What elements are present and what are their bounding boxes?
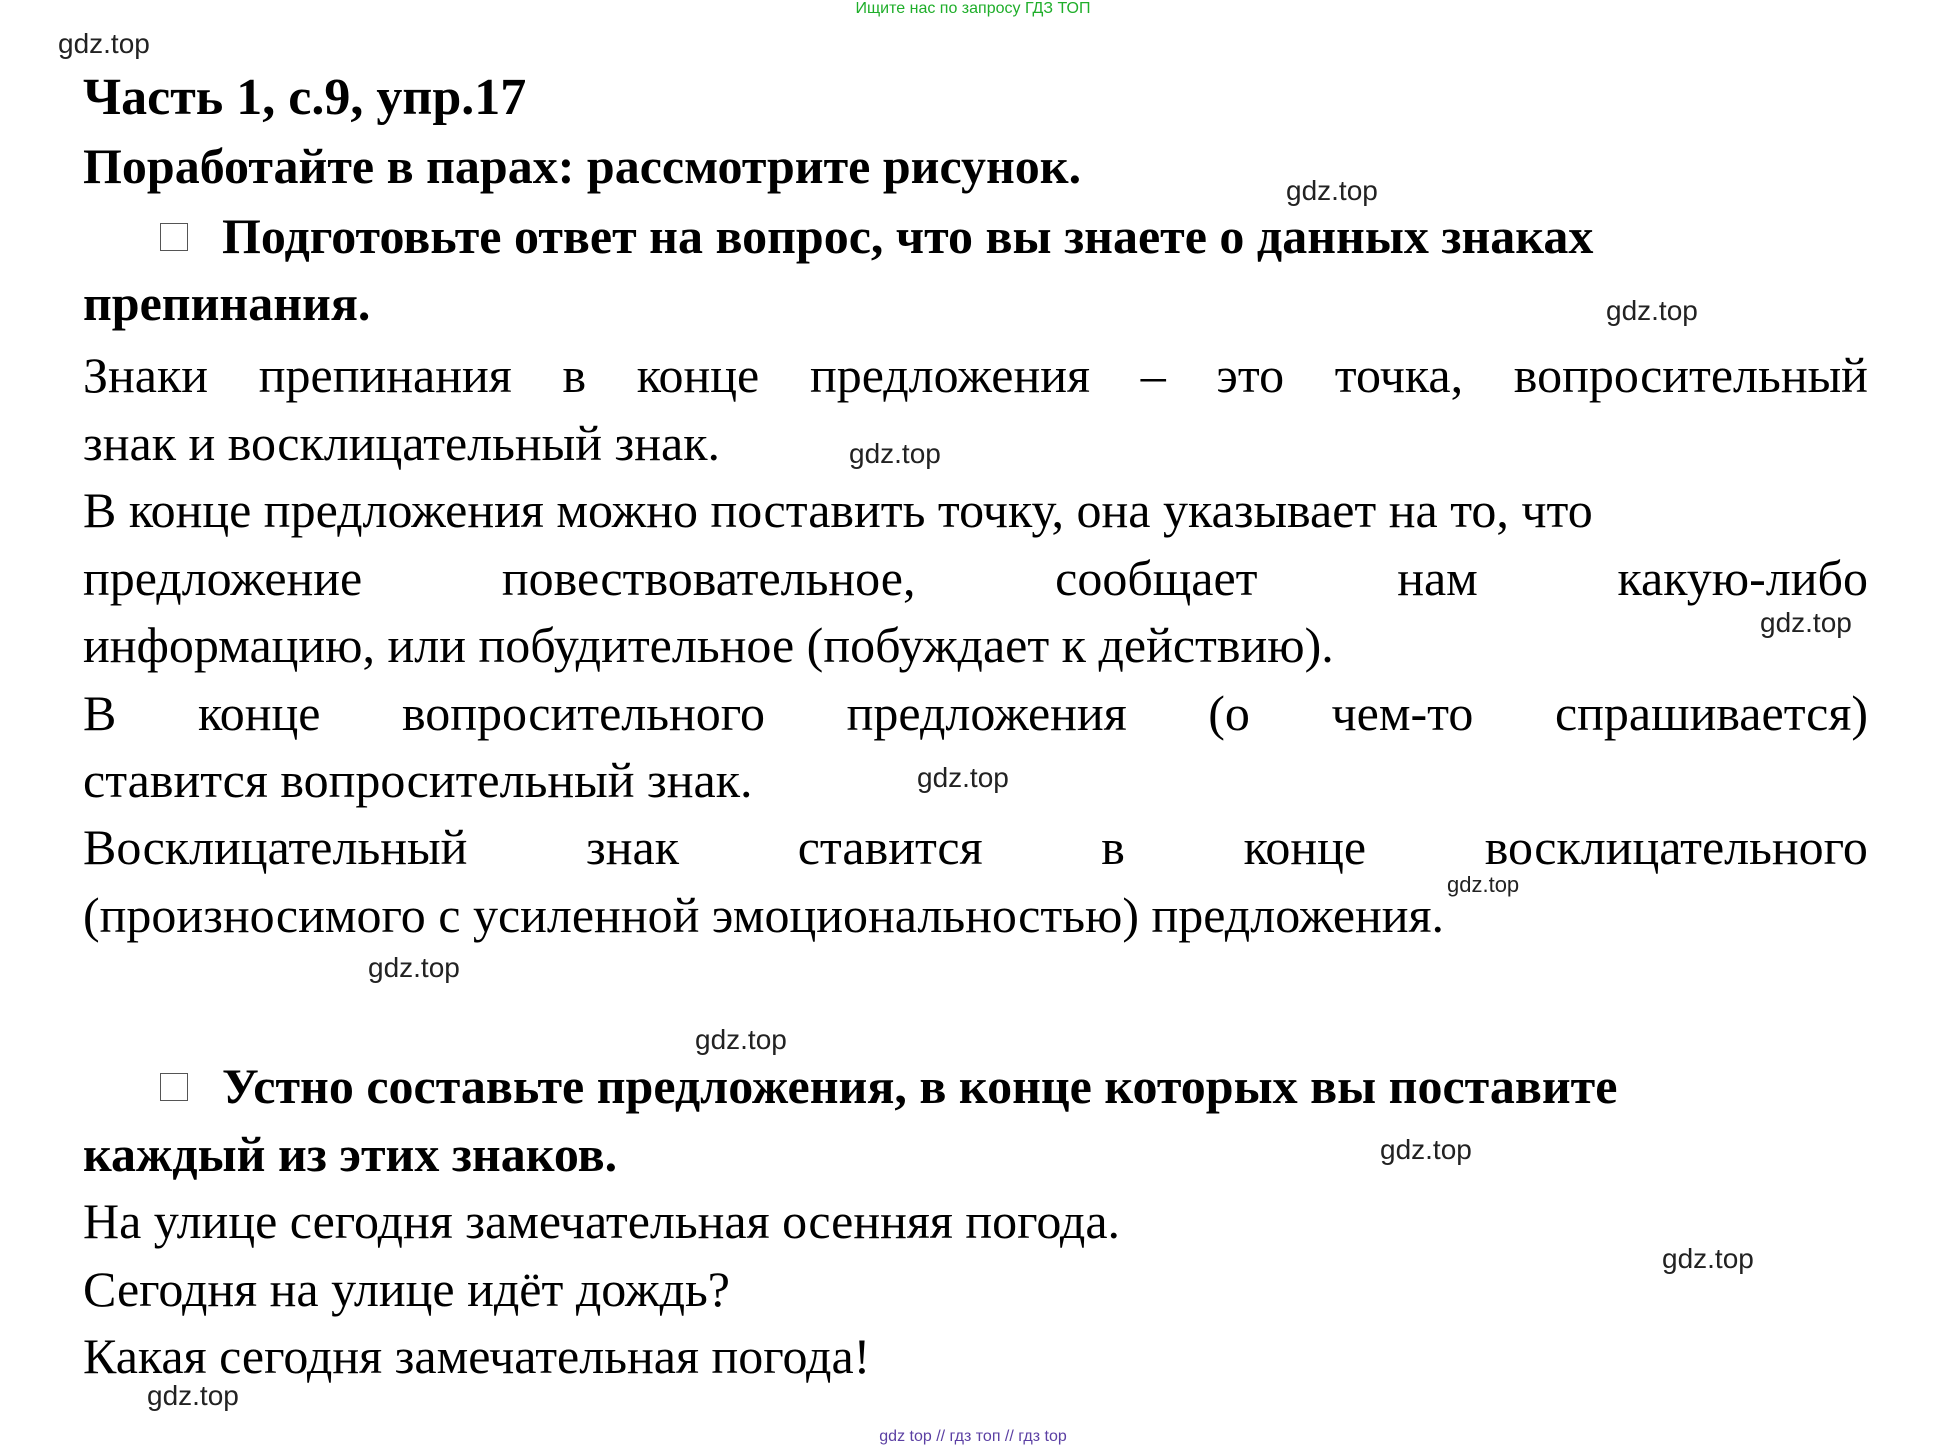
page-title: Часть 1, с.9, упр.17 [83, 69, 527, 126]
answer1-p2-line1: В конце предложения можно поставить точку, она указывает на то, что [83, 482, 1593, 538]
word: предложения [809, 347, 1090, 403]
answer1-p1-line2: знак и восклицательный знак. [83, 415, 721, 471]
top-banner: Ищите нас по запросу ГДЗ ТОП [855, 0, 1091, 17]
watermark: gdz.top [1760, 607, 1852, 638]
watermark: gdz.top [1606, 295, 1698, 326]
word: ставится [797, 819, 983, 875]
watermark: gdz.top [58, 28, 150, 59]
word: В [83, 685, 117, 741]
task2-line2: каждый из этих знаков. [83, 1126, 618, 1182]
answer1-p2-line3: информацию, или побудительное (побуждает к действию). [83, 617, 1334, 673]
word: препинания [258, 347, 512, 403]
word: вопросительного [402, 685, 766, 741]
watermark: gdz.top [1662, 1243, 1754, 1274]
word: вопросительный [1513, 347, 1868, 403]
task2-line1 [160, 1057, 1617, 1115]
answer2-sentence-1: На улице сегодня замечательная осенняя погода. [83, 1193, 1121, 1249]
word: восклицательного [1484, 819, 1868, 875]
task1-line1 [160, 207, 1593, 265]
answer1-p1-line1 [83, 346, 1868, 404]
word: в [562, 347, 587, 403]
answer2-sentence-2: Сегодня на улице идёт дождь? [83, 1261, 730, 1317]
word: знак [586, 819, 680, 875]
word: Знаки [83, 347, 209, 403]
watermark: gdz.top [1286, 175, 1378, 206]
watermark: gdz.top [695, 1024, 787, 1055]
checkbox-icon [160, 1073, 188, 1101]
word: (о [1208, 685, 1250, 741]
word: в [1101, 819, 1125, 875]
watermark: gdz.top [1447, 872, 1520, 897]
word: повествовательное, [501, 550, 916, 606]
task1-line2: препинания. [83, 275, 371, 331]
checkbox-icon [160, 223, 188, 251]
instruction-text: Поработайте в парах: рассмотрите рисунок. [83, 138, 1082, 194]
word: спрашивается) [1554, 685, 1868, 741]
word: Восклицательный [83, 819, 468, 875]
watermark: gdz.top [368, 952, 460, 983]
watermark: gdz.top [917, 762, 1009, 793]
answer2-sentence-3: Какая сегодня замечательная погода! [83, 1328, 871, 1384]
word: предложение [83, 550, 363, 606]
word: конце [197, 685, 321, 741]
answer1-p3-line1 [83, 684, 1868, 742]
footer-links: gdz top // гдз топ // гдз top [879, 1428, 1067, 1445]
watermark: gdz.top [849, 438, 941, 469]
answer1-p4-line1 [83, 818, 1868, 876]
word: точка, [1334, 347, 1464, 403]
answer1-p4-line2: (произносимого с усиленной эмоциональностью) предложения. [83, 887, 1445, 943]
watermark: gdz.top [147, 1380, 239, 1411]
word: чем-то [1331, 685, 1474, 741]
word: это [1216, 347, 1285, 403]
word: – [1140, 347, 1166, 403]
task1-text: Подготовьте ответ на вопрос, что вы знаете о данных знаках [222, 208, 1594, 264]
word: сообщает [1055, 550, 1258, 606]
task2-text: Устно составьте предложения, в конце которых вы поставите [222, 1058, 1618, 1114]
watermark: gdz.top [1380, 1134, 1472, 1165]
word: нам [1397, 550, 1478, 606]
word: предложения [846, 685, 1127, 741]
word: конце [1243, 819, 1367, 875]
answer1-p3-line2: ставится вопросительный знак. [83, 752, 753, 808]
word: конце [636, 347, 760, 403]
answer1-p2-line2 [83, 549, 1868, 607]
word: какую-либо [1617, 550, 1868, 606]
